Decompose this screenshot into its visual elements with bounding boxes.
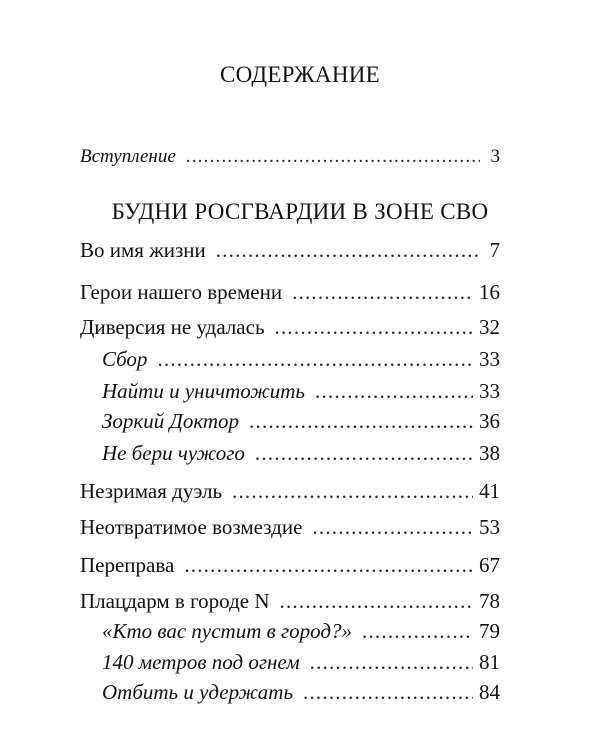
dot-leader (275, 314, 473, 340)
toc-entry (80, 314, 500, 340)
toc-entry (80, 279, 500, 305)
toc-entry-title: Отбить и удержать (102, 680, 294, 704)
toc-entry-page: 53 (479, 515, 500, 539)
dot-leader (310, 649, 473, 675)
toc-entry (80, 478, 500, 504)
dot-leader (249, 408, 473, 434)
toc-entry-title: Плацдарм в городе N (80, 589, 270, 613)
toc-entry-page: 38 (479, 441, 500, 465)
toc-entry-title: Незримая дуэль (80, 479, 223, 503)
toc-entry-intro (80, 144, 500, 170)
toc-entry-title: Вступление (80, 146, 176, 167)
toc-subentry (102, 346, 500, 372)
dot-leader (303, 679, 473, 705)
toc-entry-title: Диверсия не удалась (80, 315, 265, 339)
toc-entry-title: 140 метров под огнем (102, 650, 300, 674)
toc-subentry (102, 618, 500, 644)
dot-leader (255, 440, 473, 466)
toc-entry-page: 3 (490, 146, 500, 167)
toc-entry (80, 552, 500, 578)
toc-entry-page: 33 (479, 347, 500, 371)
toc-entry (80, 237, 500, 263)
toc-entry (80, 588, 500, 614)
toc-subentry (102, 679, 500, 705)
toc-entry-title: Зоркий Доктор (102, 409, 240, 433)
toc-entry-page: 16 (479, 280, 500, 304)
dot-leader (186, 144, 480, 170)
toc-entry-title: Неотвратимое возмездие (80, 515, 303, 539)
dot-leader (362, 618, 473, 644)
section-heading: БУДНИ РОСГВАРДИИ В ЗОНЕ СВО (111, 199, 489, 224)
toc-subentry (102, 440, 500, 466)
toc-entry-page: 7 (489, 238, 500, 262)
toc-entry-title: Герои нашего времени (80, 280, 283, 304)
toc-entry-title: Не бери чужого (102, 441, 245, 465)
toc-entry-page: 78 (479, 589, 500, 613)
toc-entry-page: 41 (479, 479, 500, 503)
toc-entry-title: Найти и уничтожить (102, 379, 305, 403)
toc-entry-page: 81 (479, 650, 500, 674)
toc-entry-title: Переправа (80, 553, 175, 577)
toc-entry-title: «Кто вас пустит в город?» (102, 619, 353, 643)
dot-leader (280, 588, 473, 614)
dot-leader (315, 378, 473, 404)
toc-subentry (102, 408, 500, 434)
toc-entry-title: Во имя жизни (80, 238, 206, 262)
contents-heading: СОДЕРЖАНИЕ (219, 62, 380, 87)
dot-leader (157, 346, 473, 372)
toc-entry-page: 84 (479, 680, 500, 704)
toc-subentry (102, 649, 500, 675)
toc-subentry (102, 378, 500, 404)
dot-leader (312, 514, 473, 540)
toc-entry-page: 36 (479, 409, 500, 433)
dot-leader (292, 279, 473, 305)
dot-leader (216, 237, 480, 263)
toc-entry-title: Сбор (102, 347, 148, 371)
dot-leader (184, 552, 473, 578)
dot-leader (232, 478, 473, 504)
toc-entry (80, 514, 500, 540)
toc-entry-page: 67 (479, 553, 500, 577)
toc-entry-page: 32 (479, 315, 500, 339)
toc-entry-page: 33 (479, 379, 500, 403)
toc-entry-page: 79 (479, 619, 500, 643)
